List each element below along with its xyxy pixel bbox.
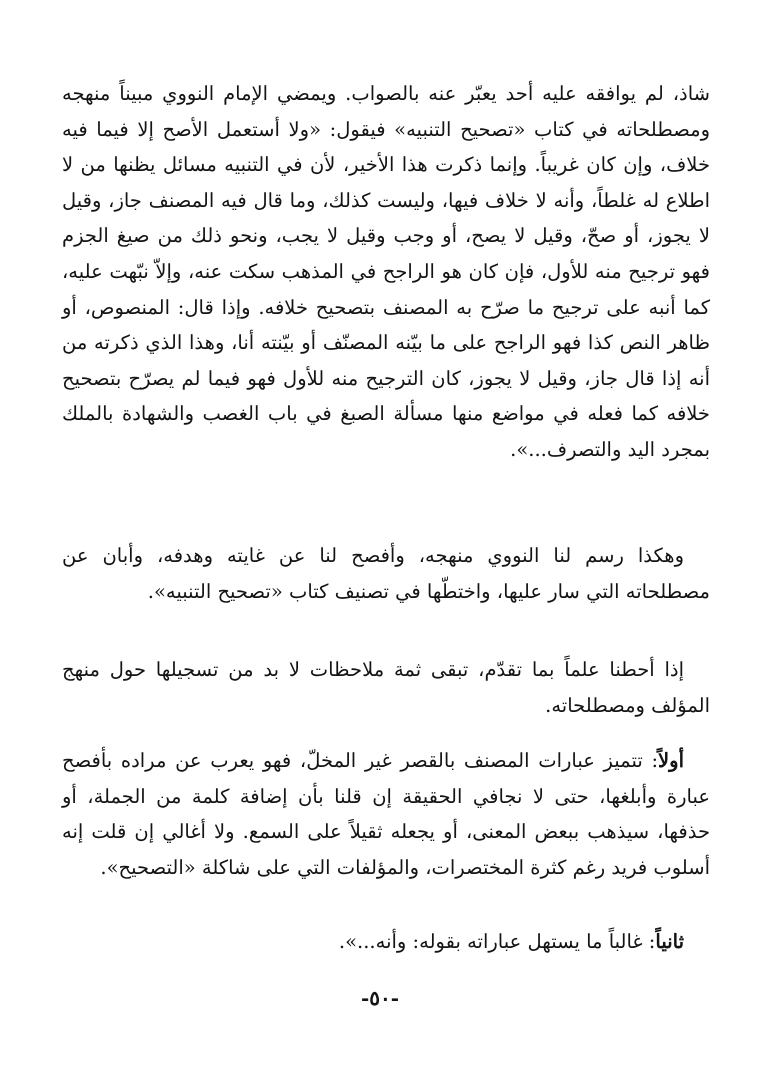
paragraph-text: : غالباً ما يستهل عباراته بقوله: وأنه...». (338, 930, 656, 953)
paragraph-text: شاذ، لم يوافقه عليه أحد يعبّر عنه بالصواب. ويمضي الإمام النووي مبيناً منهجه ومصطلحاته في كتاب «تصحيح التنبيه» فيقول: «ولا أستعمل الأصح إلا فيما فيه خلاف، وإن كان غريباً. وإنما ذكرت هذا الأخير، لأن في التنبيه مسائل يظنها من لا اطلاع له غلطاً، وأنه لا خلاف فيها، وليست كذلك، وما قال فيه المصنف جاز، وقيل لا يجوز، أو صحّ، وقيل لا يصح، أو وجب وقيل لا يجب، ونحو ذلك من صيغ الجزم فهو ترجيح منه للأول، فإن كان هو الراجح في المذهب سكت عنه، وإلاّ نبّهت عليه، كما أنبه على ترجيح ما صرّح به المصنف بتصحيح خلافه. وإذا قال: المنصوص، أو ظاهر النص كذا فهو الراجح على ما بيّنه المصنّف أو بيّنته أنا، وهذا الذي ذكرته من أنه إذا قال جاز، وقيل لا يجوز، كان الترجيح منه للأول فهو فيما لم يصرّح بتصحيح خلافه كما فعله في مواضع منها مسألة الصبغ في باب الغصب والشهادة بالملك بمجرد اليد والتصرف...». (62, 82, 710, 461)
paragraph-nawawi-method-quote (62, 76, 710, 468)
paragraph-method-summary (62, 538, 710, 609)
second-observation-label: ثانياً (655, 930, 684, 953)
paragraph-second-observation (62, 924, 710, 960)
first-observation-label: أولاً (658, 749, 684, 772)
paragraph-text: إذا أحطنا علماً بما تقدّم، تبقى ثمة ملاحظات لا بد من تسجيلها حول منهج المؤلف ومصطلحاته. (62, 658, 710, 717)
paragraph-observations-intro (62, 652, 710, 723)
page-number: -٥٠- (360, 986, 400, 1010)
paragraph-text: وهكذا رسم لنا النووي منهجه، وأفصح لنا عن غايته وهدفه، وأبان عن مصطلحاته التي سار عليها، واختطّها في تصنيف كتاب «تصحيح التنبيه». (62, 544, 710, 603)
paragraph-text: : تتميز عبارات المصنف بالقصر غير المخلّ، فهو يعرب عن مراده بأفصح عبارة وأبلغها، حتى لا نجافي الحقيقة إن قلنا بأن إضافة كلمة من الجملة، أو حذفها، سيذهب ببعض المعنى، أو يجعله ثقيلاً على السمع. ولا أغالي إن قلت إنه أسلوب فريد رغم كثرة المختصرات، والمؤلفات التي على شاكلة «التصحيح». (62, 749, 710, 879)
paragraph-first-observation (62, 743, 710, 885)
